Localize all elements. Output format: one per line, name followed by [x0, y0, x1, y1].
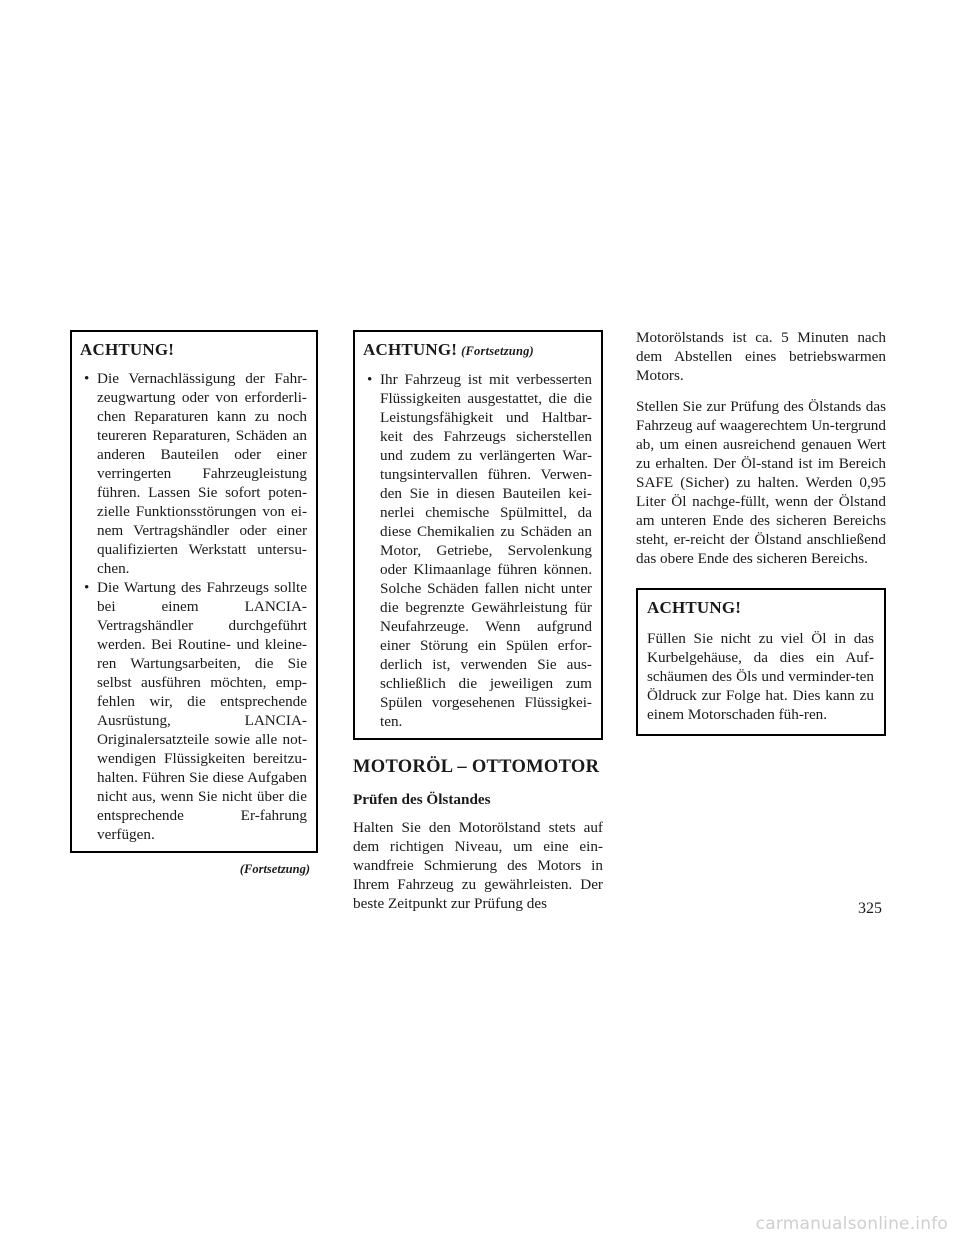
section-heading: MOTORÖL – OTTOMOTOR: [353, 757, 600, 777]
warning-title: ACHTUNG!: [647, 598, 742, 617]
body-paragraph: Halten Sie den Motorölstand stets auf dem richtigen Niveau, um eine ein-wandfreie Schmierung des Motors in Ihrem Fahrzeug zu gewährleisten. Der beste Zeitpunkt zur Prüfung des: [353, 819, 603, 912]
warning-title: ACHTUNG!: [80, 340, 175, 359]
warning-box-3: [636, 588, 886, 736]
column-left: [70, 330, 318, 877]
warning-box-2: [353, 330, 603, 740]
warning-list: [363, 370, 592, 731]
sub-heading: Prüfen des Ölstandes: [353, 791, 491, 808]
bullet-text: Ihr Fahrzeug ist mit verbesserten Flüssigkeiten ausgestattet, die die Leistungsfähigkeit und Haltbar-keit des Fahrzeugs sicherstellen und zudem zu verlängerten War-tungsintervallen führen. Verwen-den Sie in diesen Bauteilen kei-nerlei chemische Spülmittel, da diese Chemikalien zu Schäden an Motor, Getriebe, Servolenkung oder Klimaanlage führen können. Solche Schäden fallen nicht unter die begrenzte Gewährleistung für Neufahrzeuge. Wenn aufgrund einer Störung ein Spülen erfor-derlich ist, verwenden Sie aus-schließlich die jeweiligen zum Spülen vorgesehenen Flüssigkei-ten.: [380, 371, 592, 730]
continued-note: (Fortsetzung): [239, 862, 310, 876]
warning-box-1: [70, 330, 318, 853]
bullet-text: Die Vernachlässigung der Fahr-zeugwartung oder von erforderli-chen Reparaturen kann zu noch teureren Reparaturen, Schäden an anderen Bauteilen oder einer verringerten Fahrzeugleistung führen. Lassen Sie sofort poten-zielle Funktionsstörungen von ei-nem Vertragshändler oder einer qualifizierten Werkstatt untersu-chen.: [97, 370, 307, 577]
warning-bullet-item: [80, 369, 307, 578]
column-middle: [353, 330, 603, 913]
bullet-text: Die Wartung des Fahrzeugs sollte bei einem LANCIA-Vertragshändler durchgeführt werden. Bei Routine- und kleine-ren Wartungsarbeiten, die Sie selbst ausführen möchten, emp-fehlen wir, die entsprechende Ausrüstung, LANCIA-Originalersatzteile sowie alle not-wendigen Flüssigkeiten bereitzu-halten. Führen Sie diese Aufgaben nicht aus, wenn Sie nicht über die entsprechende Er-fahrung verfügen.: [97, 579, 307, 843]
bullet-icon: •: [84, 579, 90, 596]
warning-bullet-item: [363, 370, 592, 731]
warning-bullet-item: [80, 578, 307, 844]
body-paragraph: Motorölstands ist ca. 5 Minuten nach dem Abstellen eines betriebswarmen Motors.: [636, 329, 886, 384]
continued-label: (Fortsetzung): [461, 344, 534, 358]
watermark: carmanualsonline.info: [755, 1214, 948, 1234]
page-number: 325: [858, 900, 882, 917]
column-right: [636, 328, 886, 736]
warning-text: Füllen Sie nicht zu viel Öl in das Kurbelgehäuse, da dies ein Auf-schäumen des Öls und verminder-ten Öldruck zur Folge hat. Dies kann zu einem Motorschaden füh-ren.: [647, 630, 874, 723]
warning-title: [363, 340, 592, 361]
warning-title-text: ACHTUNG!: [363, 340, 458, 359]
warning-list: [80, 369, 307, 844]
body-paragraph: Stellen Sie zur Prüfung des Ölstands das Fahrzeug auf waagerechtem Un-tergrund ab, um einen ausreichend genauen Wert zu erhalten. Der Öl-stand ist im Bereich SAFE (Sicher) zu halten. Werden 0,95 Liter Öl nachge-füllt, wenn der Ölstand am unteren Ende des sicheren Bereichs steht, er-reicht der Ölstand anschließend das obere Ende des sicheren Bereichs.: [636, 398, 886, 567]
bullet-icon: •: [367, 371, 373, 388]
bullet-icon: •: [84, 370, 90, 387]
